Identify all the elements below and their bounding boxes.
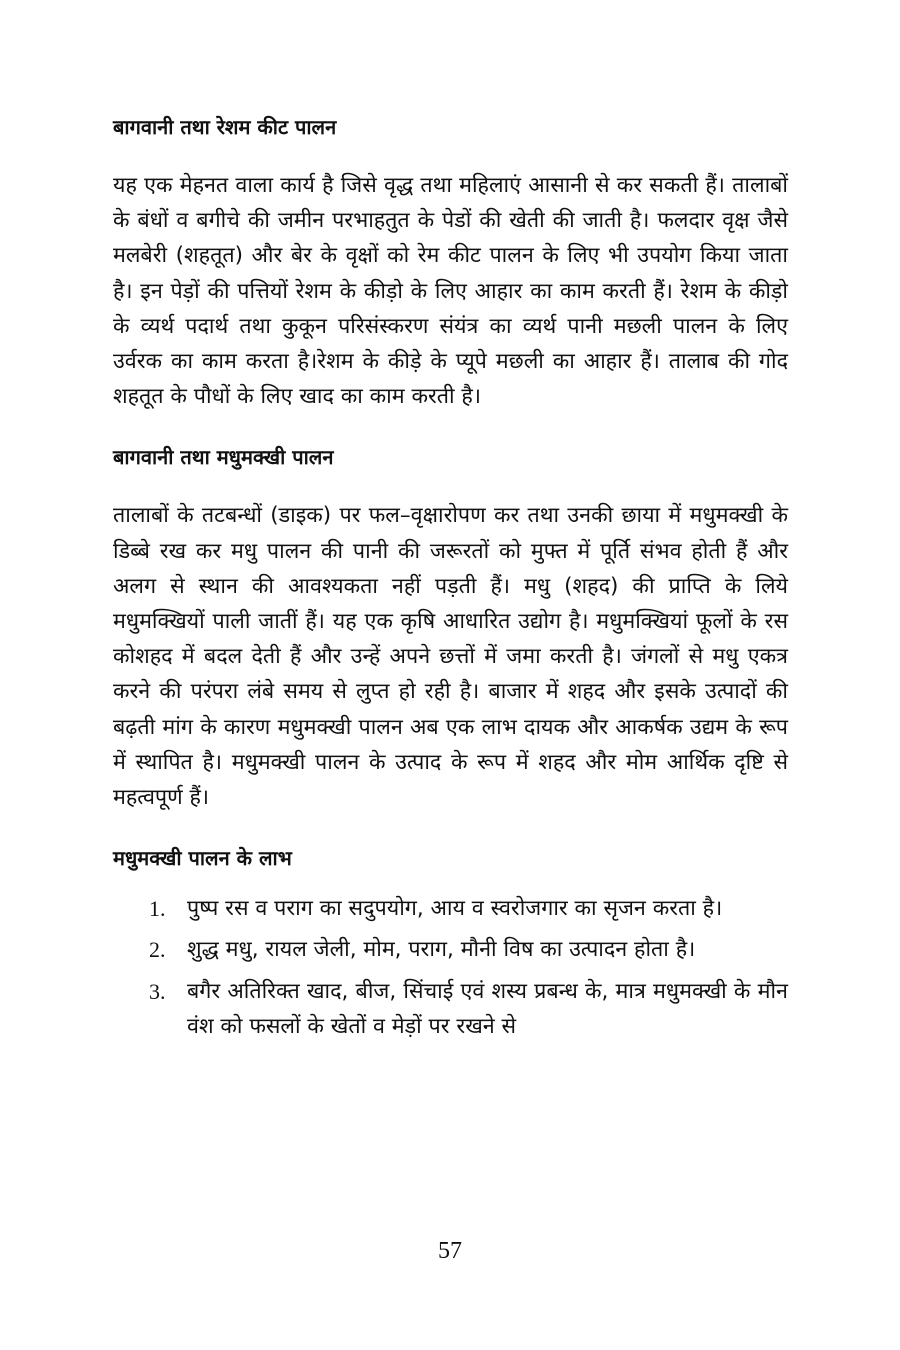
list-item-number: 2. <box>149 937 166 963</box>
section-heading-horticulture-sericulture: बागवानी तथा रेशम कीट पालन <box>113 115 337 139</box>
paragraph-beekeeping: तालाबों के तटबन्धों (डाइक) पर फल–वृक्षारोपण कर तथा उनकी छाया में मधुमक्खी के डिब्बे रख कर मधु पालन की पानी की जरूरतों को मुफ्त में पूर्ति संभव होती हैं और अलग से स्थान की आवश्यकता नहीं पड़ती हैं। मधु (शहद) की प्राप्ति के लिये मधुमक्खियों पाली जातीं हैं। यह एक कृषि आधारित उद्योग है। मधुमक्खियां फूलों के रस कोशहद में बदल देती हैं और उन्हें अपने छत्तों में जमा करती है। जंगलों से मधु एकत्र करने की परंपरा लंबे समय से लुप्त हो रही है। बाजार में शहद और इसके उत्पादों की बढ़ती मांग के कारण मधुमक्खी पालन अब एक लाभ दायक और आकर्षक उद्यम के रूप में स्थापित है। मधुमक्खी पालन के उत्पाद के रूप में शहद और मोम आर्थिक दृष्टि से महत्वपूर्ण हैं। <box>113 503 788 811</box>
section-heading-beekeeping-benefits: मधुमक्खी पालन के लाभ <box>113 846 292 871</box>
list-item-text: बगैर अतिरिक्त खाद, बीज, सिंचाई एवं शस्य प्रबन्ध के, मात्र मधुमक्खी के मौन वंश को फसलों के खेतों व मेड़ों पर रखने से <box>187 978 788 1039</box>
list-item-text: पुष्प रस व पराग का सदुपयोग, आय व स्वरोजगार का सृजन करता है। <box>187 896 723 922</box>
benefits-list <box>113 891 788 1044</box>
section-heading-horticulture-beekeeping: बागवानी तथा मधुमक्खी पालन <box>113 445 334 470</box>
list-item <box>113 974 788 1044</box>
page-content <box>113 110 788 1050</box>
paragraph-sericulture: यह एक मेहनत वाला कार्य है जिसे वृद्ध तथा महिलाएं आसानी से कर सकती हैं। तालाबों के बंधों व बगीचे की जमीन परभाहतुत के पेडों की खेती की जाती है। फलदार वृक्ष जैसे मलबेरी (शहतूत) और बेर के वृक्षों को रेम कीट पालन के लिए भी उपयोग किया जाता है। इन पेड़ों की पत्तियों रेशम के कीड़ो के लिए आहार का काम करती हैं। रेशम के कीड़ो के व्यर्थ पदार्थ तथा कुकून परिसंस्करण संयंत्र का व्यर्थ पानी मछली पालन के लिए उर्वरक का काम करता है।रेशम के कीड़े के प्यूपे मछली का आहार हैं। तालाब की गोद शहतूत के पौधों के लिए खाद का काम करती है। <box>113 173 789 410</box>
list-item <box>113 891 788 926</box>
list-item-number: 1. <box>149 896 166 922</box>
list-item-number: 3. <box>149 978 166 1004</box>
list-item <box>113 932 788 967</box>
page-number: 57 <box>438 1238 462 1264</box>
list-item-text: शुद्ध मधु, रायल जेली, मोम, पराग, मौनी विष का उत्पादन होता है। <box>187 937 696 963</box>
